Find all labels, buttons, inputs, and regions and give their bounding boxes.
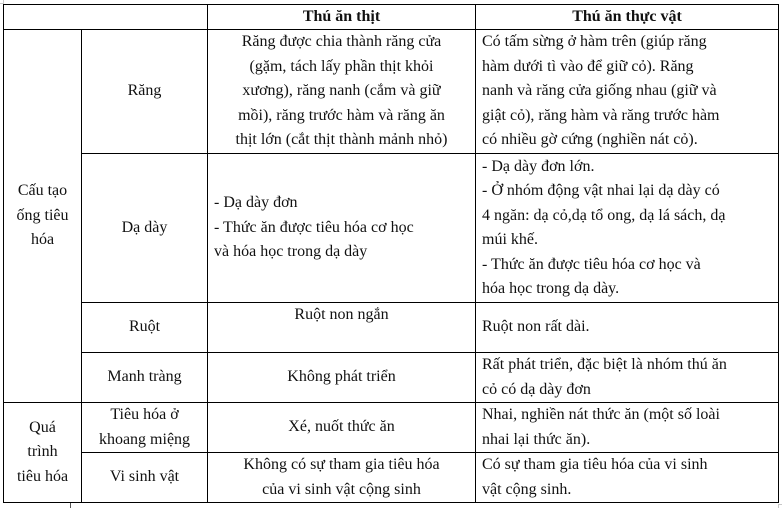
comparison-table (3, 4, 779, 503)
cell-line: Tiêu hóa ở (110, 406, 179, 423)
group-label-digestion-process (4, 403, 82, 503)
cell-line: - Thức ăn được tiêu hóa cơ học (214, 218, 414, 236)
cell-line: Ruột non rất dài. (482, 318, 590, 336)
group-label-line: hóa (30, 231, 55, 249)
table-row-intestine (4, 303, 779, 353)
cell-line: hóa học trong dạ dày. (482, 280, 620, 297)
text-cursor (70, 503, 71, 508)
carnivore-cell (208, 154, 476, 303)
cell-line: Nhai, nghiền nát thức ăn (một số loài (482, 406, 720, 423)
cell-line: Không có sự tham gia tiêu hóa (243, 456, 440, 473)
group-label-line: tiêu hóa (16, 467, 69, 485)
group-label-line: Cấu tạo (17, 182, 68, 200)
part-label: Manh tràng (82, 353, 208, 403)
cell-line: xương), răng nanh (cắm và giữ (242, 82, 441, 100)
carnivore-cell (208, 303, 476, 353)
table-row-microorganisms (4, 453, 779, 503)
cell-line: múi khế. (482, 231, 538, 248)
table-row-stomach (4, 154, 779, 303)
cell-line: Ruột non ngắn (294, 306, 389, 323)
cell-line: nhai lại thức ăn). (482, 430, 591, 448)
table-row-teeth (4, 30, 779, 154)
cell-line: Có tấm sừng ở hàm trên (giúp răng (482, 33, 707, 51)
cell-line: mồi), răng trước hàm và răng ăn (238, 106, 445, 124)
cell-line: Không phát triển (287, 368, 396, 386)
herbivore-cell (476, 30, 779, 154)
cell-line: Có sự tham gia tiêu hóa của vi sinh (482, 456, 708, 473)
header-herbivore: Thú ăn thực vật (476, 5, 779, 30)
page-corner-mark (778, 504, 782, 508)
cell-line: vật cộng sinh. (482, 480, 572, 498)
cell-line: (gặm, tách lấy phần thịt khỏi (249, 57, 434, 75)
cell-line: - Dạ dày đơn lớn. (482, 157, 595, 175)
group-label-line: Quá (29, 418, 56, 436)
cell-line: thịt lớn (cắt thịt thành mảnh nhỏ) (235, 131, 448, 149)
group-label-line: trình (27, 443, 58, 461)
group-label-line: ống tiêu (16, 206, 69, 224)
herbivore-cell (476, 353, 779, 403)
header-empty-cell (4, 5, 208, 30)
cell-line: và hóa học trong dạ dày (214, 243, 368, 261)
herbivore-cell (476, 154, 779, 303)
cell-line: cỏ có dạ dày đơn (482, 380, 591, 398)
part-label: Ruột (82, 303, 208, 353)
cell-line: nanh và răng cửa giống nhau (giữ và (482, 82, 717, 100)
part-label: Vi sinh vật (82, 453, 208, 503)
table-header-row (4, 5, 779, 30)
carnivore-cell (208, 453, 476, 503)
carnivore-cell (208, 30, 476, 154)
cell-line: hàm dưới tì vào để giữ cỏ). Răng (482, 57, 694, 75)
herbivore-cell (476, 403, 779, 453)
cell-line: Xé, nuốt thức ăn (288, 418, 395, 436)
cell-line: khoang miệng (98, 430, 191, 448)
cell-line: 4 ngăn: dạ cỏ,dạ tổ ong, dạ lá sách, dạ (482, 206, 726, 224)
part-label (82, 403, 208, 453)
part-label: Răng (82, 30, 208, 154)
cell-line: - Ở nhóm động vật nhai lại dạ dày có (482, 182, 720, 199)
herbivore-cell (476, 303, 779, 353)
header-carnivore: Thú ăn thịt (208, 5, 476, 30)
cell-line: - Dạ dày đơn (214, 194, 298, 212)
carnivore-cell (208, 403, 476, 453)
cell-line: có nhiều gờ cứng (nghiền nát cỏ). (482, 131, 698, 149)
table-row-cecum (4, 353, 779, 403)
group-label-digestive-structure (4, 30, 82, 403)
part-label: Dạ dày (82, 154, 208, 303)
cell-line: Răng được chia thành răng cửa (241, 33, 442, 51)
cell-line: của vi sinh vật cộng sinh (262, 480, 421, 498)
cell-line: Rất phát triển, đặc biệt là nhóm thú ăn (482, 356, 727, 373)
cell-line: - Thức ăn được tiêu hóa cơ học và (482, 255, 701, 273)
table-row-oral-digestion (4, 403, 779, 453)
cell-line: giật cỏ), răng hàm và răng trước hàm (482, 106, 720, 124)
carnivore-cell (208, 353, 476, 403)
herbivore-cell (476, 453, 779, 503)
